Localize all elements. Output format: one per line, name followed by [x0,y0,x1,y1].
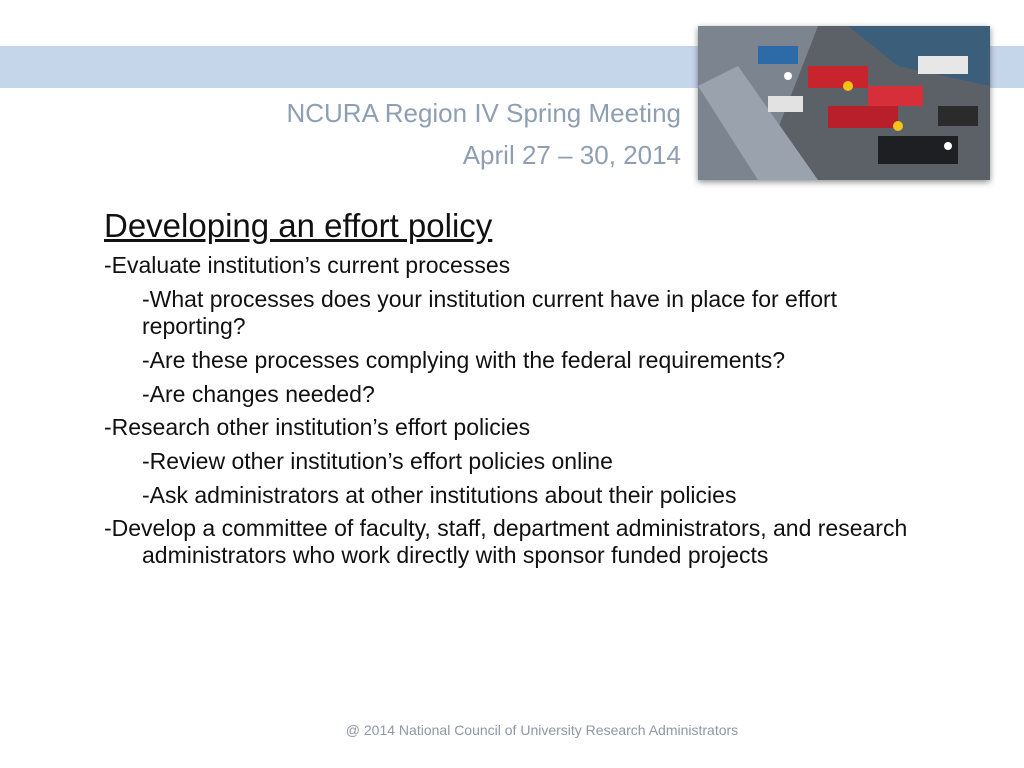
meeting-dates: April 27 – 30, 2014 [462,140,681,170]
list-item: -Ask administrators at other institutions about their policies [142,482,737,508]
slide-content [104,206,934,569]
list-item: -Develop a committee of faculty, staff, department administrators, and research administrators who work directly with sponsor funded projects [104,515,908,568]
list-item: -Review other institution’s effort policies online [142,448,613,474]
meeting-title: NCURA Region IV Spring Meeting [286,98,681,128]
bullet-list [104,252,934,569]
list-item: -Evaluate institution’s current processes [104,252,511,278]
slide-heading: Developing an effort policy [104,207,493,244]
list-item: -Research other institution’s effort policies [104,414,531,440]
meeting-header [286,92,681,176]
footer-copyright: @ 2014 National Council of University Research Administrators [345,722,739,738]
list-item: -Are these processes complying with the federal requirements? [142,347,786,373]
pit-stop-photo [698,26,990,180]
list-item: -What processes does your institution current have in place for effort reporting? [142,286,838,339]
list-item: -Are changes needed? [142,381,375,407]
